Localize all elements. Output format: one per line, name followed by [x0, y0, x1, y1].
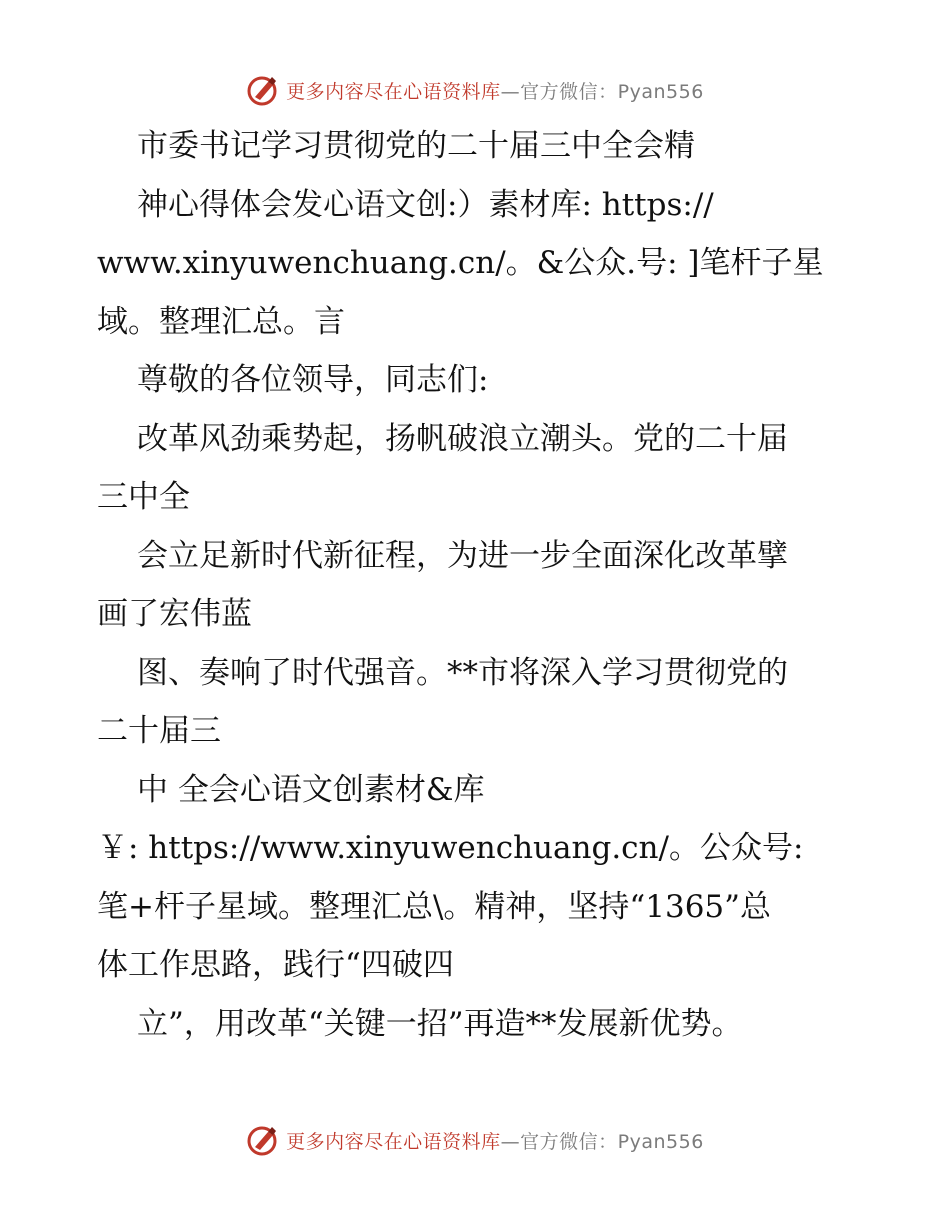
paragraph-line: 域。整理汇总。言: [97, 303, 345, 340]
pen-logo-icon: [246, 1123, 280, 1157]
paragraph-line: 三中全: [97, 479, 190, 515]
paragraph-line: 体工作思路，践行“四破四: [97, 947, 454, 983]
header-banner: [0, 70, 950, 110]
paragraph-line: 改革风劲乘势起，扬帆破浪立潮头。党的二十届: [137, 420, 788, 457]
header-banner-red-text: 更多内容尽在心语资料库: [286, 80, 501, 103]
header-banner-text: [286, 77, 704, 104]
document-body: [97, 117, 857, 1053]
footer-banner-grey-text: —官方微信：Pyan556: [500, 1130, 704, 1153]
paragraph-line: 中 全会心语文创素材&库: [137, 771, 485, 808]
paragraph-line: 立”，用改革“关键一招”再造**发展新优势。: [137, 1005, 743, 1042]
paragraph-line: 神心得体会发心语文创:）素材库: https://: [137, 186, 714, 223]
paragraph-line: 图、奏响了时代强音。**市将深入学习贯彻党的: [137, 654, 788, 691]
paragraph-line: 尊敬的各位领导，同志们:: [137, 362, 489, 398]
footer-banner-text: [286, 1127, 704, 1154]
pen-logo-icon: [246, 73, 280, 107]
paragraph-line: 笔+杆子星域。整理汇总\。精神，坚持“1365”总: [97, 888, 772, 925]
paragraph-line: 二十届三: [97, 713, 221, 749]
footer-banner: [0, 1120, 950, 1160]
header-banner-grey-text: —官方微信：Pyan556: [500, 80, 704, 103]
paragraph-line: www.xinyuwenchuang.cn/。&公众.号: ]笔杆子星: [97, 245, 824, 281]
paragraph-line: ￥: https://www.xinyuwenchuang.cn/。公众号:: [97, 830, 804, 866]
paragraph-line: 市委书记学习贯彻党的二十届三中全会精: [137, 128, 695, 164]
footer-banner-red-text: 更多内容尽在心语资料库: [286, 1130, 501, 1153]
paragraph-line: 会立足新时代新征程，为进一步全面深化改革擘: [137, 537, 788, 574]
paragraph-line: 画了宏伟蓝: [97, 596, 252, 632]
